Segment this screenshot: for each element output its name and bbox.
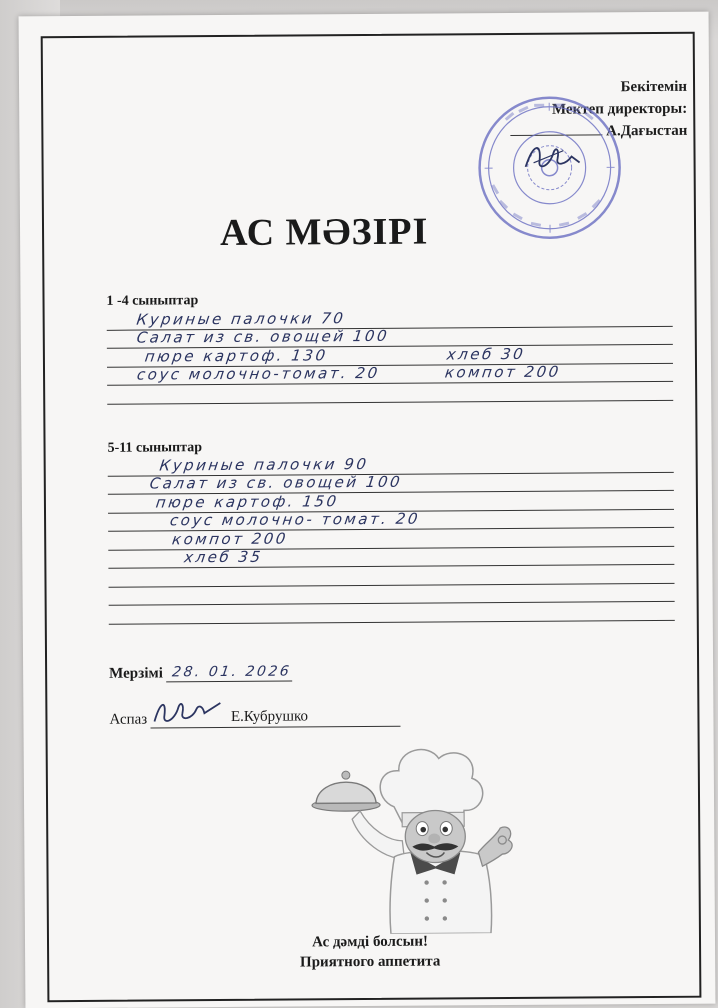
footer-kazakh: Ас дәмді болсын! (312, 933, 429, 951)
menu-item: компот 200 (170, 529, 290, 548)
date-label: Мерзімі (109, 665, 163, 682)
director-name: А.Дағыстан (606, 122, 688, 140)
chef-illustration (294, 728, 525, 935)
menu-item: компот 200 (443, 362, 562, 382)
group2-menu-lines (108, 454, 675, 624)
approval-title: Бекітемін (620, 78, 688, 96)
menu-item: хлеб 30 (445, 344, 527, 363)
menu-item: пюре картоф. 150 (154, 491, 340, 511)
menu-item: соус молочно-томат. 20 (135, 363, 381, 384)
group1-menu-lines (107, 308, 674, 404)
menu-item: соус молочно- томат. 20 (168, 509, 422, 530)
cook-signature-line (151, 710, 401, 729)
group2-label: 5-11 сыныптар (107, 440, 203, 456)
menu-sheet (19, 12, 716, 1008)
cook-signature (151, 695, 227, 730)
menu-item: пюре картоф. 130 (143, 345, 329, 366)
date-value: 28. 01. 2026 (171, 663, 293, 681)
approval-position: Мектеп директоры: (551, 100, 688, 118)
menu-item: Куриные палочки 70 (135, 308, 347, 329)
date-row (109, 665, 293, 683)
cook-row (109, 710, 401, 729)
date-line (167, 665, 293, 683)
menu-line (107, 382, 673, 404)
menu-item: хлеб 35 (183, 547, 264, 567)
menu-line (109, 602, 675, 624)
footer-russian: Приятного аппетита (299, 953, 441, 971)
cook-name: Е.Кубрушко (230, 708, 309, 725)
menu-item: Салат из св. овощей 100 (135, 326, 391, 347)
group1-label: 1 -4 сыныптар (106, 293, 199, 309)
director-signature (519, 136, 589, 176)
menu-item: Куриные палочки 90 (158, 454, 370, 474)
page-title: АС МӘЗІРІ (219, 210, 429, 255)
menu-item: Салат из св. овощей 100 (148, 472, 404, 493)
cook-label: Аспаз (109, 711, 148, 728)
